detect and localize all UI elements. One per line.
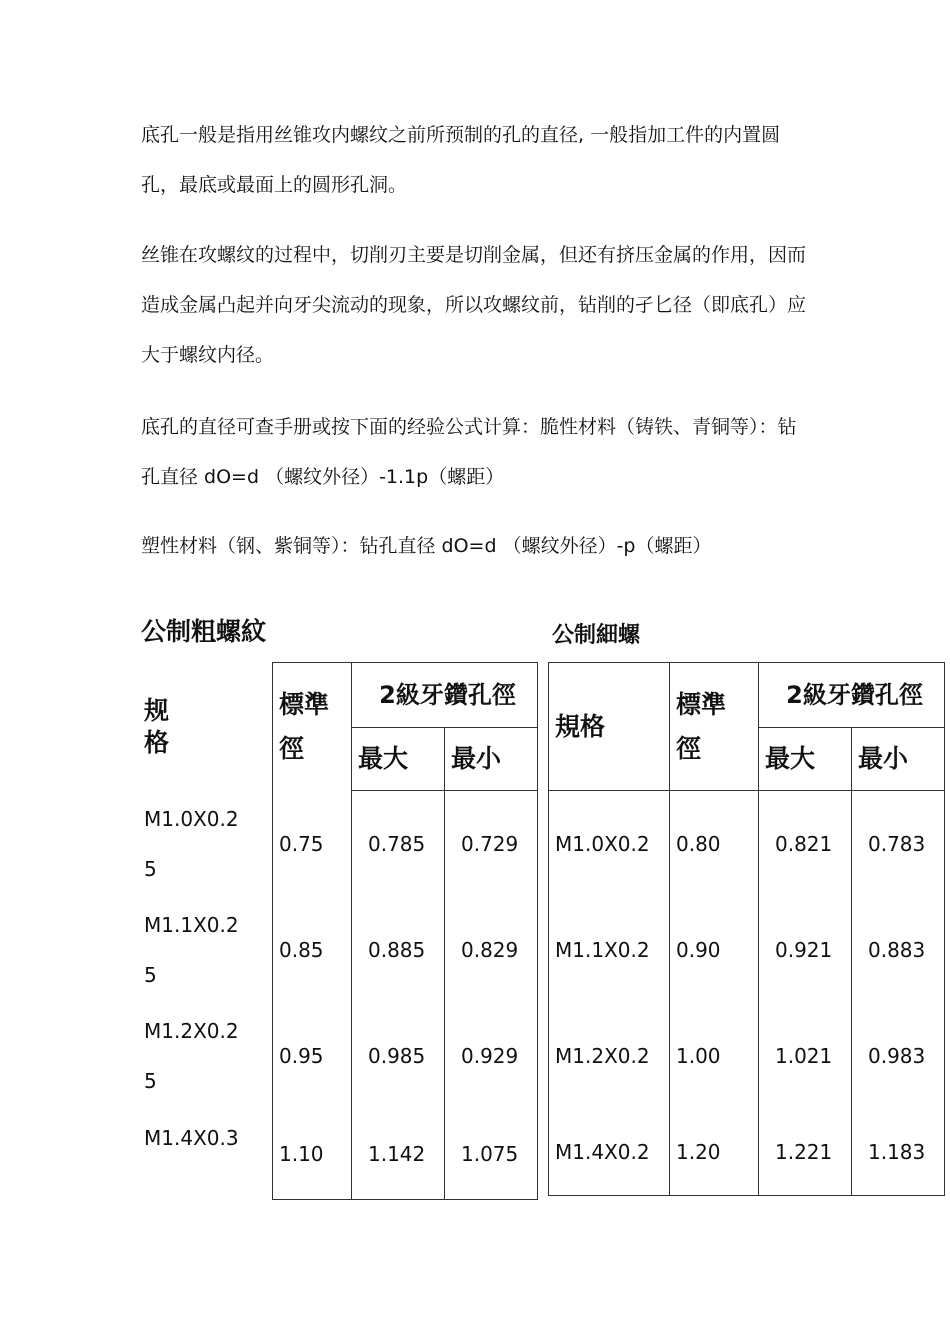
table-row (549, 1003, 945, 1109)
table-row (138, 1003, 538, 1109)
cell-max: 0.821 (759, 791, 852, 898)
paragraph-bottom-hole-definition: 底孔一般是指用丝锥攻内螺纹之前所预制的孔的直径, 一般指加工件的内置圆孔，最底或最面上的圆形孔洞。 (141, 124, 781, 196)
cell-spec: M1.2X0.2 (549, 1003, 670, 1109)
paragraph-brittle-formula: 底孔的直径可查手册或按下面的经验公式计算：脆性材料（铸铁、青铜等）：钻孔直径 dO=d （螺纹外径）-1.1p（螺距） (141, 416, 797, 488)
cell-standard: 0.75 (273, 791, 352, 898)
table-row (138, 1109, 538, 1199)
cell-spec: M1.0X0.25 (144, 806, 239, 881)
cell-min: 0.783 (852, 791, 945, 898)
coarse-thread-table (138, 662, 538, 1200)
table-row (549, 791, 945, 898)
cell-spec: M1.2X0.25 (144, 1019, 239, 1093)
header-standard-diameter: 標準徑 (273, 663, 352, 791)
header-standard-diameter: 標準徑 (670, 663, 759, 791)
cell-standard: 1.10 (273, 1109, 352, 1199)
paragraph-plastic-formula: 塑性材料（钢、紫铜等）：钻孔直径 dO=d （螺纹外径）-p（螺距） (141, 535, 712, 557)
cell-spec: M1.0X0.2 (549, 791, 670, 898)
header-spec: 規格 (549, 663, 670, 791)
cell-standard: 0.80 (670, 791, 759, 898)
cell-standard: 0.95 (273, 1003, 352, 1109)
cell-min: 0.883 (852, 897, 945, 1003)
cell-standard: 0.85 (273, 897, 352, 1003)
cell-max: 0.785 (352, 791, 445, 898)
cell-spec: M1.1X0.2 (549, 897, 670, 1003)
table-row (138, 897, 538, 1003)
header-drill-diameter-group: 2級牙鑽孔徑 (352, 663, 538, 728)
cell-max: 1.221 (759, 1109, 852, 1196)
coarse-thread-title: 公制粗螺紋 (141, 617, 267, 646)
table-row (138, 791, 538, 898)
paragraph-tapping-process: 丝锥在攻螺纹的过程中，切削刃主要是切削金属，但还有挤压金属的作用，因而造成金属凸起并向牙尖流动的现象，所以攻螺纹前，钻削的孑匕径（即底孔）应大于螺纹内径。 (141, 244, 807, 366)
cell-max: 0.921 (759, 897, 852, 1003)
cell-spec: M1.4X0.3 (144, 1126, 239, 1150)
header-min: 最小 (445, 728, 538, 791)
table-header-row (549, 663, 945, 728)
cell-min: 0.929 (445, 1003, 538, 1109)
cell-min: 0.729 (445, 791, 538, 898)
header-drill-diameter-group: 2級牙鑽孔徑 (759, 663, 945, 728)
cell-spec: M1.4X0.2 (549, 1109, 670, 1196)
table-header-row (138, 663, 538, 728)
cell-max: 1.021 (759, 1003, 852, 1109)
header-spec: 规格 (144, 695, 170, 757)
cell-min: 0.829 (445, 897, 538, 1003)
cell-max: 0.885 (352, 897, 445, 1003)
fine-thread-table (548, 662, 945, 1196)
header-max: 最大 (759, 728, 852, 791)
table-row (549, 897, 945, 1003)
table-row (549, 1109, 945, 1196)
header-max: 最大 (352, 728, 445, 791)
cell-min: 0.983 (852, 1003, 945, 1109)
cell-min: 1.075 (445, 1109, 538, 1199)
cell-min: 1.183 (852, 1109, 945, 1196)
cell-standard: 0.90 (670, 897, 759, 1003)
cell-standard: 1.20 (670, 1109, 759, 1196)
fine-thread-title: 公制細螺 (552, 623, 641, 648)
cell-max: 1.142 (352, 1109, 445, 1199)
header-min: 最小 (852, 728, 945, 791)
cell-spec: M1.1X0.25 (144, 913, 239, 987)
cell-max: 0.985 (352, 1003, 445, 1109)
cell-standard: 1.00 (670, 1003, 759, 1109)
